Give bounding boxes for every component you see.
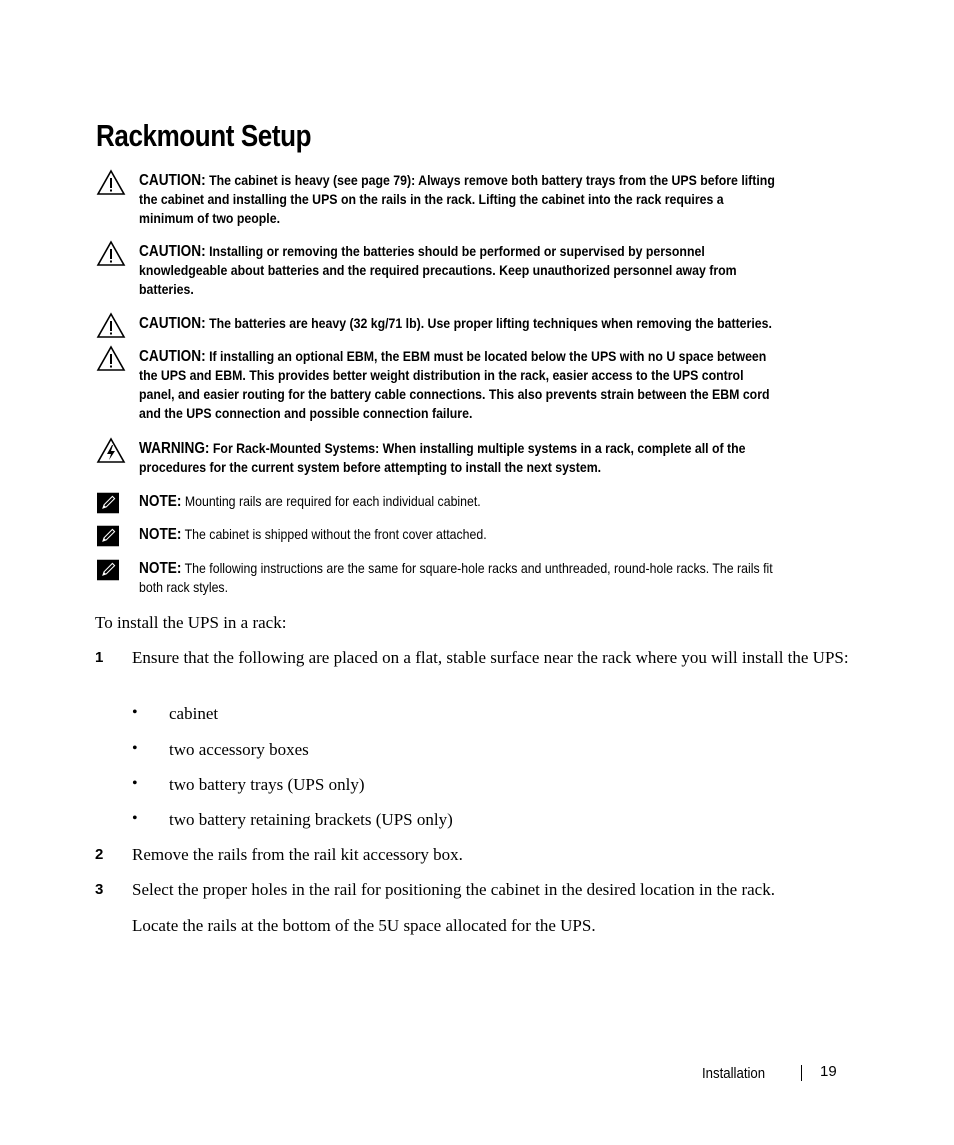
bullet-icon: • [132, 740, 138, 757]
caution-triangle-icon [96, 240, 126, 268]
note-text: NOTE: Mounting rails are required for each individual cabinet. [139, 493, 481, 510]
bullet-icon: • [132, 704, 138, 721]
bullet-icon: • [132, 810, 138, 827]
caution-triangle-icon [96, 345, 126, 373]
note-pencil-icon [97, 558, 119, 582]
footer-section-name: Installation [702, 1065, 766, 1082]
warning-text: WARNING: For Rack-Mounted Systems: When installing multiple systems in a rack, complete all of the procedures for the current system before attempting to install the next system. [139, 440, 746, 475]
step-number: 3 [95, 881, 104, 898]
page-title: Rackmount Setup [96, 118, 312, 153]
step-text: Ensure that the following are placed on a flat, stable surface near the rack where you will install the UPS: [132, 648, 849, 667]
bullet-icon: • [132, 775, 138, 792]
caution-text: CAUTION: The cabinet is heavy (see page 79): Always remove both battery trays from the UPS before lifting the cabinet and installing the UPS on the rails in the rack. Lifting the cabinet into the rack requires a minimum of two people. [139, 172, 775, 226]
caution-text: CAUTION: The batteries are heavy (32 kg/71 lb). Use proper lifting techniques when removing the batteries. [139, 315, 772, 332]
caution-text: CAUTION: If installing an optional EBM, the EBM must be located below the UPS with no U space between the UPS and EBM. This provides better weight distribution in the rack, easier access to the UPS control panel, and easier routing for the battery cable connections. This also prevents strain between the EBM cord and the UPS connection and possible connection failure. [139, 348, 770, 421]
step-number: 2 [95, 846, 104, 863]
step-number: 1 [95, 649, 104, 666]
note-text: NOTE: The following instructions are the same for square-hole racks and unthreaded, round-hole racks. The rails fit both rack styles. [139, 560, 773, 595]
list-item: two battery retaining brackets (UPS only) [169, 810, 453, 829]
list-item: two accessory boxes [169, 740, 309, 759]
electrical-warning-icon [96, 437, 126, 465]
step-followup-text: Locate the rails at the bottom of the 5U space allocated for the UPS. [132, 916, 596, 935]
step-text: Select the proper holes in the rail for positioning the cabinet in the desired location in the rack. [132, 880, 775, 899]
caution-triangle-icon [96, 169, 126, 197]
page-number: 19 [820, 1063, 837, 1080]
note-pencil-icon [97, 524, 119, 548]
caution-text: CAUTION: Installing or removing the batteries should be performed or supervised by personnel knowledgeable about batteries and the required precautions. Keep unauthorized personnel away from batteries. [139, 243, 737, 297]
footer-divider [801, 1065, 802, 1081]
caution-triangle-icon [96, 312, 126, 340]
note-text: NOTE: The cabinet is shipped without the front cover attached. [139, 526, 487, 543]
intro-paragraph: To install the UPS in a rack: [95, 613, 287, 632]
note-pencil-icon [97, 491, 119, 515]
list-item: two battery trays (UPS only) [169, 775, 365, 794]
list-item: cabinet [169, 704, 219, 723]
step-text: Remove the rails from the rail kit accessory box. [132, 845, 463, 864]
